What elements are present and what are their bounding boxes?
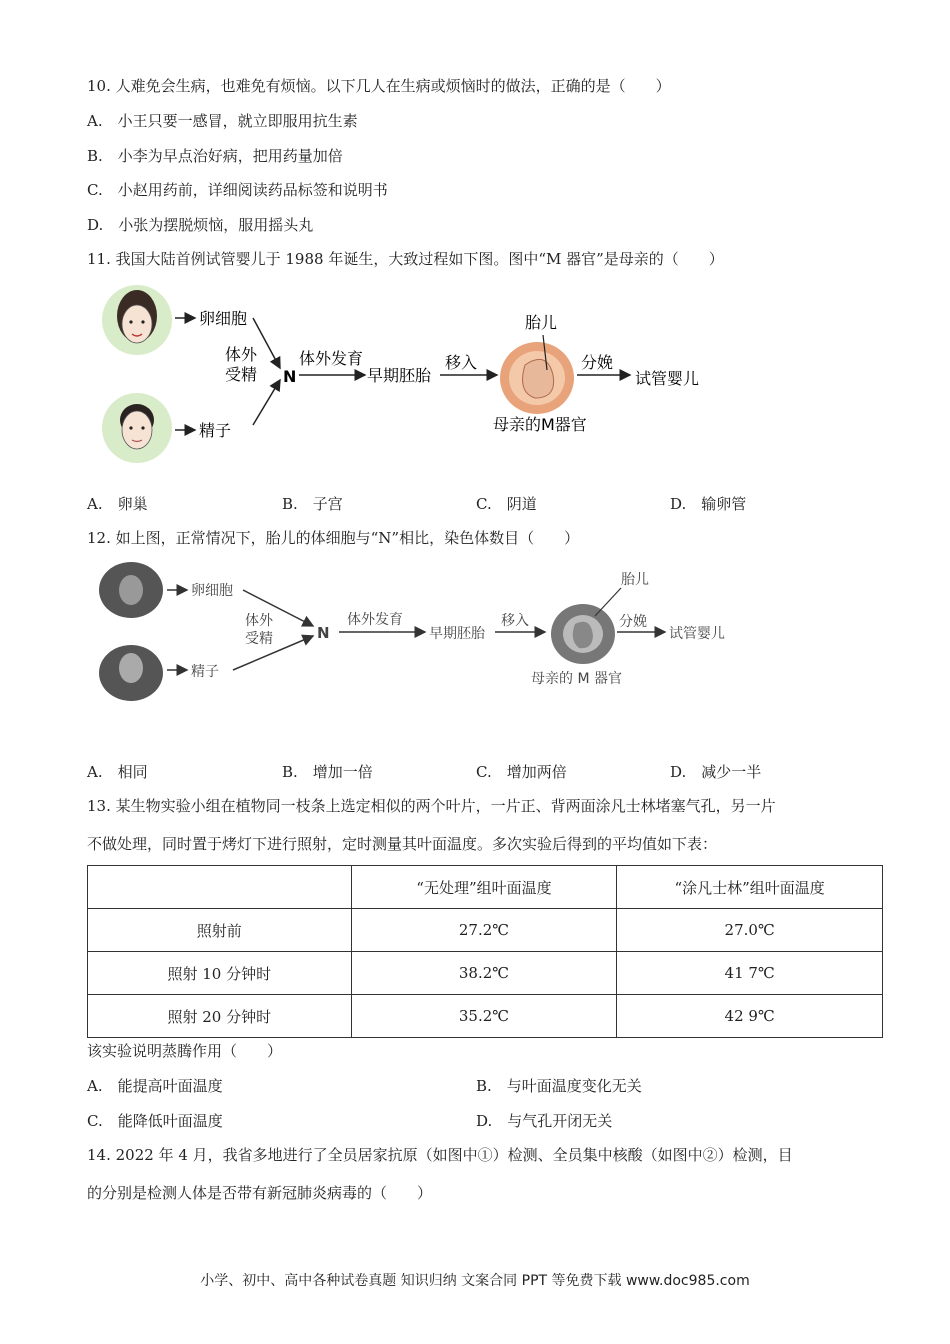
table-header-cell: “涂凡士林”组叶面温度 (617, 866, 883, 909)
q11-option-d: D. 输卵管 (670, 495, 747, 513)
q12-option-b: B. 增加一倍 (282, 763, 373, 781)
q13-followup: 该实验说明蒸腾作用（ ） (87, 1042, 283, 1060)
mother-portrait-bw (99, 562, 163, 618)
temperature-table (87, 865, 883, 1038)
table-cell: 照射 20 分钟时 (88, 995, 352, 1038)
father-portrait-bw (99, 645, 163, 701)
uterus-illustration-bw (551, 604, 615, 664)
sperm-label: 精子 (199, 421, 232, 440)
table-row (88, 909, 883, 952)
n-label: N (283, 367, 297, 386)
q11-option-a: A. 卵巢 (87, 495, 148, 513)
table-row (88, 995, 883, 1038)
table-cell: 照射 10 分钟时 (88, 952, 352, 995)
q10-stem: 10. 人难免会生病，也难免有烦恼。以下几人在生病或烦恼时的做法，正确的是（ ） (87, 77, 671, 95)
egg-label-bw: 卵细胞 (191, 583, 233, 599)
q13-stem-line1: 13. 某生物实验小组在植物同一枝条上选定相似的两个叶片，一片正、背两面涂凡士林堵塞气孔，另一片 (87, 797, 776, 815)
page-footer: 小学、初中、高中各种试卷真题 知识归纳 文案合同 PPT 等免费下载 www.doc985.com (200, 1273, 750, 1289)
q12-option-a: A. 相同 (87, 763, 148, 781)
q13-option-c: C. 能降低叶面温度 (87, 1112, 223, 1130)
table-cell: 35.2℃ (351, 995, 617, 1038)
fertilization-label-bw-2: 受精 (245, 631, 273, 647)
table-cell: 38.2℃ (351, 952, 617, 995)
birth-label-bw: 分娩 (619, 614, 647, 630)
development-label: 体外发育 (299, 349, 364, 368)
q11-option-b: B. 子宫 (282, 495, 343, 513)
q10-option-a: A. 小王只要一感冒，就立即服用抗生素 (87, 112, 358, 130)
transfer-label-bw: 移入 (501, 613, 529, 629)
development-label-bw: 体外发育 (347, 612, 403, 628)
egg-label: 卵细胞 (199, 309, 248, 328)
ivf-diagram-bw (95, 558, 745, 708)
table-cell: 27.0℃ (617, 909, 883, 952)
fetus-label-bw: 胎儿 (621, 572, 649, 588)
baby-label: 试管婴儿 (635, 369, 700, 388)
organ-label: 母亲的M器官 (493, 415, 587, 434)
table-header-row (88, 866, 883, 909)
baby-label-bw: 试管婴儿 (669, 626, 725, 642)
transfer-label: 移入 (445, 353, 478, 372)
embryo-label-bw: 早期胚胎 (429, 626, 485, 642)
uterus-illustration (500, 342, 574, 414)
fertilization-label-2: 受精 (225, 365, 258, 384)
ivf-diagram-color (95, 280, 735, 470)
q12-stem: 12. 如上图，正常情况下，胎儿的体细胞与“N”相比，染色体数目（ ） (87, 529, 580, 547)
table-header-cell: “无处理”组叶面温度 (351, 866, 617, 909)
q10-option-d: D. 小张为摆脱烦恼，服用摇头丸 (87, 216, 314, 234)
father-portrait (102, 393, 172, 463)
q13-option-a: A. 能提高叶面温度 (87, 1077, 223, 1095)
q10-option-b: B. 小李为早点治好病，把用药量加倍 (87, 147, 343, 165)
fetus-label: 胎儿 (525, 313, 558, 332)
q10-option-c: C. 小赵用药前，详细阅读药品标签和说明书 (87, 181, 388, 199)
table-header-cell (88, 866, 352, 909)
q12-option-d: D. 减少一半 (670, 763, 762, 781)
q13-option-d: D. 与气孔开闭无关 (476, 1112, 613, 1130)
n-label-bw: N (317, 624, 330, 642)
q11-stem: 11. 我国大陆首例试管婴儿于 1988 年诞生，大致过程如下图。图中“M 器官”是母亲的（ ） (87, 250, 724, 268)
table-cell: 41 7℃ (617, 952, 883, 995)
table-cell: 照射前 (88, 909, 352, 952)
q13-stem-line2: 不做处理，同时置于烤灯下进行照射，定时测量其叶面温度。多次实验后得到的平均值如下表： (87, 835, 718, 853)
embryo-label: 早期胚胎 (367, 366, 432, 385)
table-cell: 42 9℃ (617, 995, 883, 1038)
table-cell: 27.2℃ (351, 909, 617, 952)
q14-stem-line2: 的分别是检测人体是否带有新冠肺炎病毒的（ ） (87, 1184, 433, 1202)
sperm-label-bw: 精子 (191, 664, 219, 680)
q14-stem-line1: 14. 2022 年 4 月，我省多地进行了全员居家抗原（如图中①）检测、全员集中核酸（如图中②）检测，目 (87, 1146, 793, 1164)
birth-label: 分娩 (581, 353, 614, 372)
organ-label-bw: 母亲的 M 器官 (531, 671, 622, 687)
q13-option-b: B. 与叶面温度变化无关 (476, 1077, 642, 1095)
fertilization-label-1: 体外 (225, 345, 258, 364)
fertilization-label-bw-1: 体外 (245, 613, 273, 629)
q12-option-c: C. 增加两倍 (476, 763, 567, 781)
table-row (88, 952, 883, 995)
mother-portrait (102, 285, 172, 355)
q11-option-c: C. 阴道 (476, 495, 537, 513)
